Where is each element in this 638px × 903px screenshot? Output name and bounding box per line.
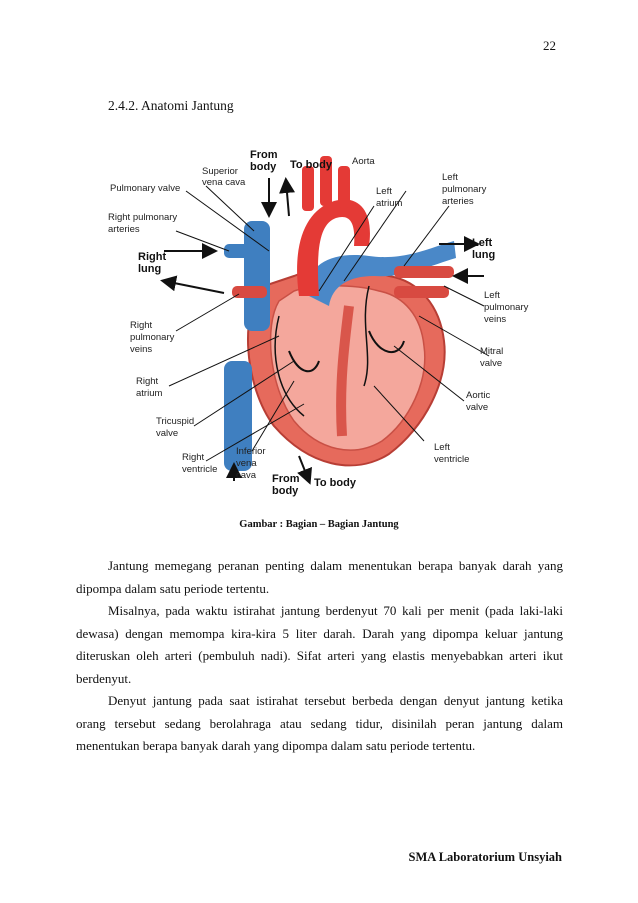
label-right-pulmonary-arteries: Right pulmonary xyxy=(108,212,178,223)
paragraph-1: Jantung memegang peranan penting dalam menentukan berapa banyak darah yang dipompa dalam satu periode tertentu. xyxy=(76,558,563,596)
label-from-body-bottom-2: body xyxy=(272,485,299,497)
label-right-pulmonary-arteries-2: arteries xyxy=(108,224,140,235)
label-right-pulmonary-veins-3: veins xyxy=(130,344,153,355)
label-pulmonary-valve: Pulmonary valve xyxy=(110,183,181,194)
heart-diagram xyxy=(104,136,544,506)
label-mitral-valve-2: valve xyxy=(480,358,503,369)
left-pulmonary-vein-upper xyxy=(394,266,454,278)
label-left-pulmonary-veins-2: pulmonary xyxy=(484,302,529,313)
right-pulmonary-veins xyxy=(232,286,267,298)
label-from-body-top-2: body xyxy=(250,161,277,173)
label-from-body-bottom: From xyxy=(272,473,300,485)
label-right-atrium: Right xyxy=(136,376,159,387)
label-superior-vena-cava: Superior xyxy=(202,166,238,177)
label-right-atrium-2: atrium xyxy=(136,388,163,399)
label-left-pulmonary-arteries-2: pulmonary xyxy=(442,184,487,195)
label-to-body-top: To body xyxy=(290,159,332,171)
figure-caption: Gambar : Bagian – Bagian Jantung xyxy=(239,519,399,530)
label-left-atrium: Left xyxy=(376,186,392,197)
label-aortic-valve-2: valve xyxy=(466,402,489,413)
label-inferior-vena-cava: Inferior xyxy=(236,446,266,457)
label-tricuspid-valve: Tricuspid xyxy=(156,416,195,427)
aorta-branch-1 xyxy=(302,166,314,211)
body-text xyxy=(76,555,563,758)
label-from-body-top: From xyxy=(250,149,278,161)
label-left-pulmonary-arteries-3: arteries xyxy=(442,196,474,207)
left-pulmonary-vein-lower xyxy=(394,286,449,298)
label-aortic-valve: Aortic xyxy=(466,390,491,401)
label-left-lung: Left xyxy=(472,237,493,249)
label-inferior-vena-cava-2: vena xyxy=(236,458,257,469)
label-right-lung: Right xyxy=(138,251,167,263)
label-right-ventricle-2: ventricle xyxy=(182,464,218,475)
footer-institution: SMA Laboratorium Unsyiah xyxy=(408,850,562,864)
paragraph-3: Denyut jantung pada saat istirahat tersebut berbeda dengan denyut jantung ketika orang tersebut sedang berolahraga atau sedang tidur, disinilah peran jantung dalam menentukan berapa banyak darah yang dipompa dalam satu periode tertentu. xyxy=(76,693,563,753)
label-left-pulmonary-veins-3: veins xyxy=(484,314,507,325)
page-number: 22 xyxy=(543,38,556,53)
label-right-ventricle: Right xyxy=(182,452,205,463)
label-left-pulmonary-arteries: Left xyxy=(442,172,458,183)
paragraph-2: Misalnya, pada waktu istirahat jantung berdenyut 70 kali per menit (pada laki-laki dewasa) dengan memompa kira-kira 5 liter darah. Darah yang dipompa keluar jantung diteruskan oleh arteri (pembuluh nadi). Sifat arteri yang elastis menyebabkan arteri ikut berdenyut. xyxy=(76,603,563,686)
label-aorta: Aorta xyxy=(352,156,375,167)
label-right-pulmonary-veins: Right xyxy=(130,320,153,331)
aorta-branch-3 xyxy=(338,166,350,208)
section-heading: 2.4.2. Anatomi Jantung xyxy=(108,98,234,113)
label-left-atrium-2: atrium xyxy=(376,198,403,209)
label-left-ventricle-2: ventricle xyxy=(434,454,470,465)
label-left-lung-2: lung xyxy=(472,249,496,261)
label-right-pulmonary-veins-2: pulmonary xyxy=(130,332,175,343)
label-to-body-bottom: To body xyxy=(314,477,356,489)
label-mitral-valve: Mitral xyxy=(480,346,504,357)
label-inferior-vena-cava-3: cava xyxy=(236,470,257,481)
label-left-pulmonary-veins: Left xyxy=(484,290,500,301)
superior-vena-cava xyxy=(244,221,270,331)
label-superior-vena-cava-2: vena cava xyxy=(202,177,246,188)
label-right-lung-2: lung xyxy=(138,263,162,275)
heart-anatomy-figure xyxy=(104,136,544,506)
label-tricuspid-valve-2: valve xyxy=(156,428,179,439)
label-left-ventricle: Left xyxy=(434,442,450,453)
